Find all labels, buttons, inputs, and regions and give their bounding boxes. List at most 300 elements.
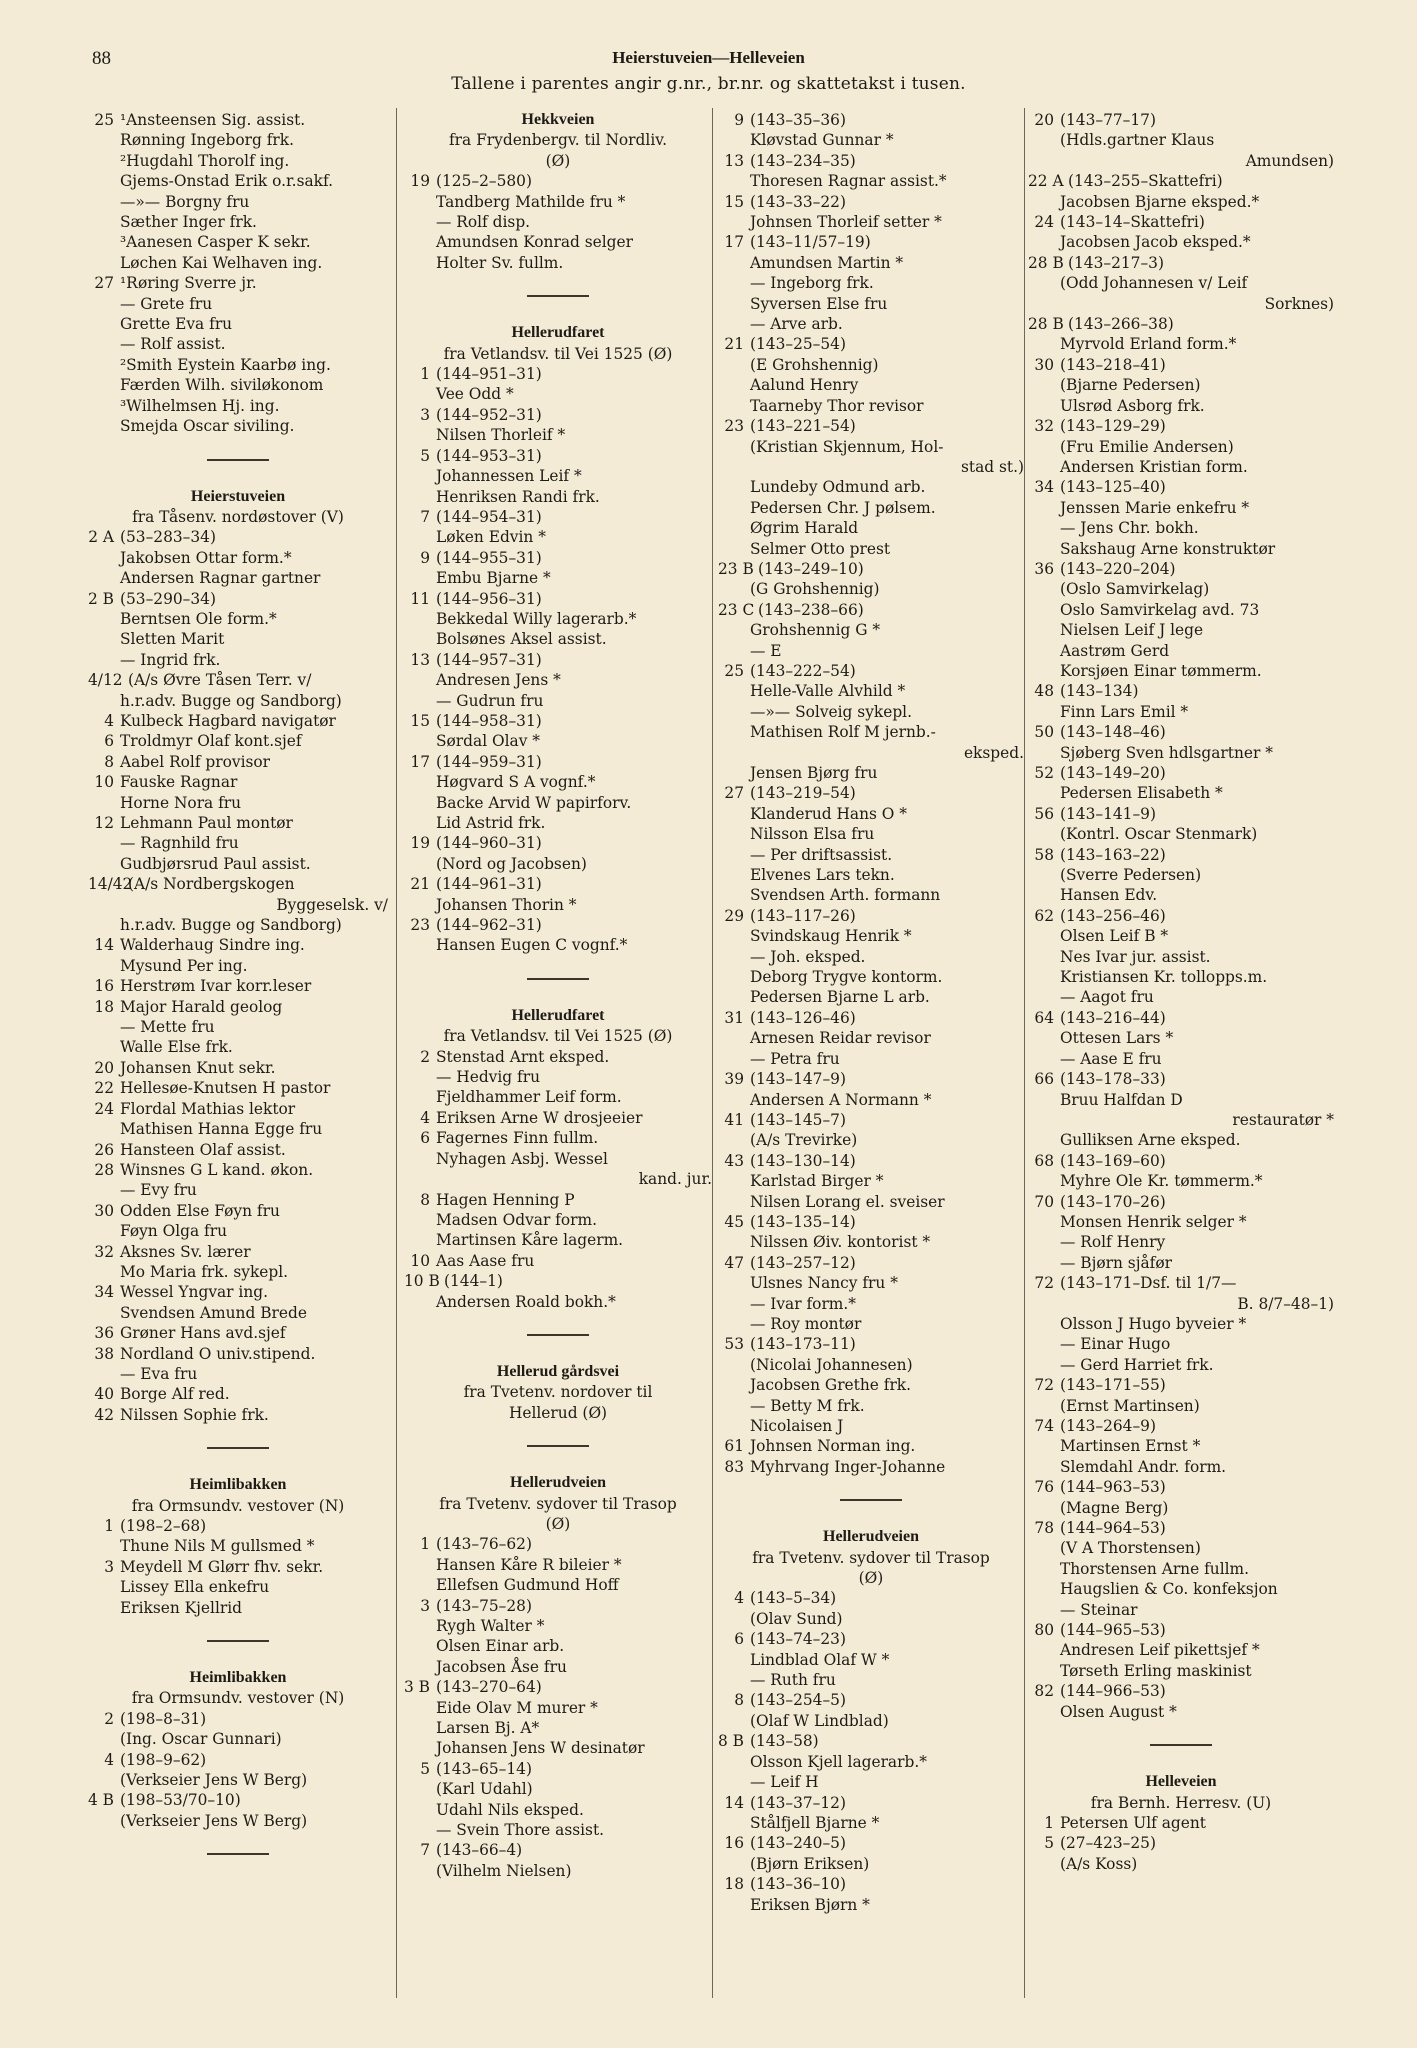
entry-text: (143–221–54) xyxy=(750,417,856,436)
house-entry xyxy=(1028,681,1334,701)
section-separator xyxy=(527,978,589,980)
column-3 xyxy=(718,110,1024,1915)
resident-line: — Hedvig fru xyxy=(436,1068,540,1087)
resident-line: — Bjørn sjåfør xyxy=(1060,1253,1172,1272)
resident-line: Løchen Kai Welhaven ing. xyxy=(120,253,323,272)
house-entry xyxy=(404,1677,712,1697)
entry-text: (144–963–53) xyxy=(1060,1478,1166,1497)
resident-line: Nilsson Elsa fru xyxy=(750,825,875,844)
house-entry xyxy=(88,1099,388,1119)
house-number: 28 B xyxy=(1028,315,1064,334)
resident-line: Bolsønes Aksel assist. xyxy=(436,630,607,649)
resident-line: Syversen Else fru xyxy=(750,294,888,313)
entry-text: (143–238–66) xyxy=(758,600,864,619)
house-entry xyxy=(88,1790,388,1810)
house-entry xyxy=(404,507,712,527)
house-entry xyxy=(404,1271,712,1291)
resident-line: — Joh. eksped. xyxy=(750,947,866,966)
resident-line: (Olav Sund) xyxy=(750,1609,843,1628)
house-entry xyxy=(718,1110,1024,1130)
house-entry xyxy=(88,711,388,731)
house-number: 39 xyxy=(724,1070,744,1089)
house-entry xyxy=(718,1793,1024,1813)
entry-text: (143–178–33) xyxy=(1060,1070,1166,1089)
resident-line: ²Smith Eystein Kaarbø ing. xyxy=(120,355,331,374)
house-number: 3 xyxy=(420,405,430,424)
entry-text: (198–53/70–10) xyxy=(120,1791,241,1810)
house-entry xyxy=(718,416,1024,436)
page-subtitle: Tallene i parentes angir g.nr., br.nr. og skattetakst i tusen. xyxy=(451,74,966,94)
resident-line: Johansen Thorin * xyxy=(436,895,577,914)
resident-line: — Betty M frk. xyxy=(750,1396,865,1415)
house-entry xyxy=(404,1128,712,1148)
entry-text: Eriksen Arne W drosjeeier xyxy=(436,1108,643,1127)
resident-line: (Ernst Martinsen) xyxy=(1060,1396,1200,1415)
house-number: 56 xyxy=(1034,804,1054,823)
house-entry xyxy=(88,1078,388,1098)
house-entry xyxy=(1028,355,1334,375)
entry-text: (143–117–26) xyxy=(750,906,856,925)
house-number: 31 xyxy=(724,1008,744,1027)
resident-line: Korsjøen Einar tømmerm. xyxy=(1060,661,1262,680)
resident-line: Ellefsen Gudmund Hoff xyxy=(436,1576,619,1595)
house-number: 34 xyxy=(1034,478,1054,497)
entry-text: Wessel Yngvar ing. xyxy=(120,1283,269,1302)
entry-text: (143–255–Skattefri) xyxy=(1068,172,1223,191)
house-entry xyxy=(718,1212,1024,1232)
resident-line: Jacobsen Grethe frk. xyxy=(750,1376,912,1395)
entry-text: (143–216–44) xyxy=(1060,1008,1166,1027)
house-number: 20 xyxy=(1034,111,1054,129)
column-rule xyxy=(1024,108,1025,1998)
street-heading: Hekkveien xyxy=(521,111,595,128)
resident-line: Andersen Kristian form. xyxy=(1060,457,1248,476)
resident-line: Hansen Kåre R bileier * xyxy=(436,1555,622,1574)
house-number: 1 xyxy=(420,1535,430,1554)
entry-text: (143–141–9) xyxy=(1060,804,1156,823)
entry-text: (143–266–38) xyxy=(1068,315,1174,334)
house-number: 2 xyxy=(104,1709,114,1728)
house-number: 23 xyxy=(410,916,430,935)
resident-line: — Gerd Harriet frk. xyxy=(1060,1355,1214,1374)
house-number: 25 xyxy=(724,661,744,680)
street-description: fra Frydenbergv. til Nordliv. xyxy=(448,131,667,150)
house-number: 28 B xyxy=(1028,253,1064,272)
house-entry xyxy=(88,752,388,772)
house-number: 70 xyxy=(1034,1192,1054,1211)
resident-line: Ulsnes Nancy fru * xyxy=(750,1274,898,1293)
running-title: Heierstuveien—Helleveien xyxy=(612,48,805,67)
entry-text: (143–76–62) xyxy=(436,1535,532,1554)
entry-text: (143–5–34) xyxy=(750,1589,837,1608)
section-separator xyxy=(840,1499,902,1501)
resident-line: Karlstad Birger * xyxy=(750,1172,884,1191)
resident-line: Hansen Edv. xyxy=(1060,886,1158,905)
page-number: 88 xyxy=(92,48,111,69)
house-number: 42 xyxy=(94,1405,114,1424)
entry-text: (144–961–31) xyxy=(436,875,542,894)
house-number: 15 xyxy=(410,711,430,730)
continuation-line: B. 8/7–48–1) xyxy=(1237,1294,1334,1313)
resident-line: (Bjarne Pedersen) xyxy=(1060,376,1201,395)
continuation-line: Sorknes) xyxy=(1264,294,1334,313)
house-entry xyxy=(1028,845,1334,865)
house-number: 38 xyxy=(94,1344,114,1363)
house-entry xyxy=(88,874,388,894)
house-number: 27 xyxy=(724,784,744,803)
house-number: 14 xyxy=(94,936,114,955)
resident-line: Olsen August * xyxy=(1060,1702,1177,1721)
resident-line: Svendsen Amund Brede xyxy=(120,1303,307,1322)
street-description: fra Ormsundv. vestover (N) xyxy=(131,1689,345,1708)
resident-line: — Steinar xyxy=(1060,1600,1138,1619)
entry-text: (143–249–10) xyxy=(758,559,864,578)
resident-line: Henriksen Randi frk. xyxy=(436,487,600,506)
entry-text: (143–58) xyxy=(750,1732,819,1751)
entry-text: (144–956–31) xyxy=(436,589,542,608)
house-number: 43 xyxy=(724,1151,744,1170)
section-separator xyxy=(207,1447,269,1449)
house-entry xyxy=(1028,1375,1334,1395)
house-number: 27 xyxy=(94,274,114,293)
house-entry xyxy=(88,1384,388,1404)
house-number: 19 xyxy=(410,172,430,191)
house-number: 2 A xyxy=(88,528,114,547)
house-entry xyxy=(404,548,712,568)
house-number: 32 xyxy=(1034,417,1054,436)
house-entry xyxy=(404,1108,712,1128)
entry-text: (144–962–31) xyxy=(436,916,542,935)
house-number: 83 xyxy=(724,1457,744,1476)
resident-line: (E Grohshennig) xyxy=(750,355,879,374)
resident-line: Haugslien & Co. konfeksjon xyxy=(1060,1580,1278,1599)
entry-text: (143–219–54) xyxy=(750,784,856,803)
house-number: 1 xyxy=(1044,1813,1054,1832)
house-number: 14 xyxy=(724,1793,744,1812)
house-number: 8 xyxy=(734,1691,744,1710)
entry-text: (143–169–60) xyxy=(1060,1151,1166,1170)
column-4 xyxy=(1028,110,1334,1874)
house-number: 82 xyxy=(1034,1682,1054,1701)
house-entry xyxy=(718,783,1024,803)
entry-text: Stenstad Arnt eksped. xyxy=(436,1047,610,1066)
house-entry xyxy=(404,405,712,425)
house-number: 72 xyxy=(1034,1376,1054,1395)
house-number: 9 xyxy=(734,111,744,129)
section-separator xyxy=(207,1853,269,1855)
house-entry xyxy=(88,1557,388,1577)
resident-line: Ulsrød Asborg frk. xyxy=(1060,396,1205,415)
resident-line: Amundsen Konrad selger xyxy=(436,233,633,252)
resident-line: Myhre Ole Kr. tømmerm.* xyxy=(1060,1172,1263,1191)
resident-line: Pedersen Bjarne L arb. xyxy=(750,988,930,1007)
street-description: fra Ormsundv. vestover (N) xyxy=(131,1496,345,1515)
street-description: (Ø) xyxy=(858,1569,884,1588)
house-entry xyxy=(88,1160,388,1180)
entry-text: (143–240–5) xyxy=(750,1834,846,1853)
house-number: 25 xyxy=(94,111,114,129)
resident-line: Føyn Olga fru xyxy=(120,1222,228,1241)
house-number: 18 xyxy=(724,1875,744,1894)
resident-line: Deborg Trygve kontorm. xyxy=(750,968,943,987)
house-number: 11 xyxy=(410,589,430,608)
resident-line: Smejda Oscar siviling. xyxy=(120,417,295,436)
house-entry xyxy=(1028,314,1334,334)
resident-line: Klanderud Hans O * xyxy=(750,804,907,823)
entry-text: (143–134) xyxy=(1060,682,1139,701)
entry-text: (143–37–12) xyxy=(750,1793,846,1812)
resident-line: Kløvstad Gunnar * xyxy=(750,131,894,150)
entry-text: (A/s Øvre Tåsen Terr. v/ xyxy=(128,671,312,690)
house-number: 52 xyxy=(1034,764,1054,782)
house-number: 6 xyxy=(734,1630,744,1649)
house-entry xyxy=(404,711,712,731)
resident-line: (Bjørn Eriksen) xyxy=(750,1854,870,1873)
street-heading: Hellerudveien xyxy=(510,1474,606,1492)
house-entry xyxy=(718,1436,1024,1456)
house-number: 13 xyxy=(724,151,744,170)
entry-text: Kulbeck Hagbard navigatør xyxy=(120,711,336,730)
entry-text: (198–9–62) xyxy=(120,1750,207,1769)
house-number: 22 A xyxy=(1028,172,1064,191)
resident-line: Løken Edvin * xyxy=(436,528,546,547)
house-number: 17 xyxy=(410,752,430,771)
resident-line: (Hdls.gartner Klaus xyxy=(1060,131,1215,150)
resident-line: Aalund Henry xyxy=(750,376,859,395)
house-number: 24 xyxy=(1034,213,1054,232)
entry-text: (143–217–3) xyxy=(1068,253,1164,272)
house-entry xyxy=(1028,722,1334,742)
resident-line: Mysund Per ing. xyxy=(120,956,248,975)
house-number: 58 xyxy=(1034,845,1054,864)
section-separator xyxy=(527,1445,589,1447)
house-entry xyxy=(718,906,1024,926)
entry-text: (143–11/57–19) xyxy=(750,233,871,252)
house-number: 53 xyxy=(724,1335,744,1354)
house-entry xyxy=(718,559,1024,579)
entry-text: Hagen Henning P xyxy=(436,1190,575,1209)
continuation-line: Byggeselsk. v/ xyxy=(276,895,388,914)
resident-line: — Ragnhild fru xyxy=(120,834,239,853)
entry-text: (143–148–46) xyxy=(1060,723,1166,742)
entry-text: Fauske Ragnar xyxy=(120,773,238,792)
street-heading: Hellerudveien xyxy=(823,1528,919,1546)
house-entry xyxy=(718,1008,1024,1028)
house-number: 72 xyxy=(1034,1274,1054,1293)
resident-line: Slemdahl Andr. form. xyxy=(1060,1457,1227,1476)
resident-line: Svindskaug Henrik * xyxy=(750,927,912,946)
house-number: 4 B xyxy=(88,1791,114,1810)
house-entry xyxy=(404,1759,712,1779)
entry-text: (143–14–Skattefri) xyxy=(1060,213,1205,232)
house-number: 21 xyxy=(410,875,430,894)
entry-text: (143–77–17) xyxy=(1060,111,1156,129)
entry-text: (143–256–46) xyxy=(1060,906,1166,925)
entry-text: ¹Ansteensen Sig. assist. xyxy=(120,111,306,129)
entry-text: Grøner Hans avd.sjef xyxy=(120,1324,286,1343)
entry-text: Johansen Knut sekr. xyxy=(120,1058,276,1077)
street-description: fra Tvetenv. nordover til xyxy=(463,1383,653,1402)
continuation-line: stad st.) xyxy=(961,457,1024,476)
resident-line: Andresen Leif pikettsjef * xyxy=(1060,1641,1260,1660)
house-entry xyxy=(88,1140,388,1160)
house-number: 62 xyxy=(1034,906,1054,925)
house-entry xyxy=(718,334,1024,354)
house-number: 66 xyxy=(1034,1070,1054,1089)
entry-text: Lehmann Paul montør xyxy=(120,814,293,832)
resident-line: Gulliksen Arne eksped. xyxy=(1060,1131,1241,1150)
house-number: 1 xyxy=(104,1517,114,1535)
house-number: 4 xyxy=(420,1108,430,1127)
resident-line: Eriksen Bjørn * xyxy=(750,1895,870,1914)
house-entry xyxy=(404,833,712,853)
resident-line: Andersen A Normann * xyxy=(750,1090,932,1109)
resident-line: Pedersen Elisabeth * xyxy=(1060,784,1223,803)
resident-line: Kristiansen Kr. tollopps.m. xyxy=(1060,968,1268,987)
entry-text: (143–74–23) xyxy=(750,1630,846,1649)
house-number: 5 xyxy=(420,446,430,465)
resident-line: Monsen Henrik selger * xyxy=(1060,1212,1247,1231)
resident-line: (Sverre Pedersen) xyxy=(1060,866,1202,885)
house-entry xyxy=(718,1457,1024,1477)
resident-line: Vee Odd * xyxy=(436,385,514,404)
house-entry xyxy=(88,1058,388,1078)
house-entry xyxy=(404,1596,712,1616)
resident-line: Lissey Ella enkefru xyxy=(120,1578,270,1597)
resident-line: Bruu Halfdan D xyxy=(1060,1090,1183,1109)
house-entry xyxy=(88,1516,388,1536)
entry-text: (125–2–580) xyxy=(436,172,532,191)
street-description: fra Tvetenv. sydover til Trasop xyxy=(439,1494,677,1513)
house-entry xyxy=(1028,1518,1334,1538)
house-entry xyxy=(1028,110,1334,130)
house-entry xyxy=(1028,906,1334,926)
house-number: 68 xyxy=(1034,1151,1054,1170)
resident-line: ³Aanesen Casper K sekr. xyxy=(120,233,311,252)
resident-line: Martinsen Kåre lagerm. xyxy=(436,1231,624,1250)
house-entry xyxy=(1028,253,1334,273)
resident-line: Nilsen Lorang el. sveiser xyxy=(750,1192,945,1211)
resident-line: Gjems-Onstad Erik o.r.sakf. xyxy=(120,172,334,191)
house-entry xyxy=(718,232,1024,252)
house-entry xyxy=(88,731,388,751)
house-entry xyxy=(404,364,712,384)
entry-text: Major Harald geolog xyxy=(120,997,283,1016)
resident-line: — Rolf disp. xyxy=(436,213,531,232)
continuation-line: restauratør * xyxy=(1232,1110,1334,1129)
resident-line: Nilsen Thorleif * xyxy=(436,426,566,445)
entry-text: ¹Røring Sverre jr. xyxy=(120,274,257,293)
resident-line: (Nord og Jacobsen) xyxy=(436,854,587,873)
resident-line: Jensen Bjørg fru xyxy=(750,764,878,782)
house-number: 76 xyxy=(1034,1478,1054,1497)
house-number: 34 xyxy=(94,1283,114,1302)
house-entry xyxy=(718,110,1024,130)
resident-line: — Leif H xyxy=(750,1773,819,1792)
resident-line: Embu Bjarne * xyxy=(436,569,551,588)
house-entry xyxy=(88,589,388,609)
resident-line: — Svein Thore assist. xyxy=(436,1821,605,1840)
entry-text: (143–149–20) xyxy=(1060,764,1166,782)
entry-text: Johnsen Norman ing. xyxy=(750,1437,916,1456)
resident-line: Backe Arvid W papirforv. xyxy=(436,793,632,812)
house-number: 5 xyxy=(1044,1834,1054,1853)
house-number: 8 xyxy=(420,1190,430,1209)
house-number: 4 xyxy=(734,1589,744,1608)
entry-text: (143–257–12) xyxy=(750,1253,856,1272)
entry-text: Nilssen Sophie frk. xyxy=(120,1405,269,1424)
resident-line: Nes Ivar jur. assist. xyxy=(1060,947,1211,966)
resident-line: Eriksen Kjellrid xyxy=(120,1598,243,1617)
entry-text: (143–25–54) xyxy=(750,335,846,354)
street-heading: Heierstuveien xyxy=(190,487,286,505)
house-number: 24 xyxy=(94,1099,114,1118)
entry-text: (143–171–55) xyxy=(1060,1376,1166,1395)
resident-line: Johnsen Thorleif setter * xyxy=(750,213,942,232)
entry-text: (144–952–31) xyxy=(436,405,542,424)
resident-line: Nyhagen Asbj. Wessel xyxy=(436,1149,608,1168)
house-entry xyxy=(718,1690,1024,1710)
house-entry xyxy=(718,1731,1024,1751)
house-entry xyxy=(88,1201,388,1221)
resident-line: (Nicolai Johannesen) xyxy=(750,1355,913,1374)
resident-line: Øgrim Harald xyxy=(750,519,859,538)
section-separator xyxy=(1150,1744,1212,1746)
entry-text: (144–1) xyxy=(444,1272,503,1291)
house-entry xyxy=(1028,1681,1334,1701)
house-entry xyxy=(88,1344,388,1364)
resident-line: Andersen Roald bokh.* xyxy=(436,1292,616,1311)
street-heading: Heimlibakken xyxy=(189,1669,287,1687)
house-entry xyxy=(404,1190,712,1210)
house-entry xyxy=(88,1242,388,1262)
resident-line: (Magne Berg) xyxy=(1060,1498,1169,1517)
house-number: 28 xyxy=(94,1160,114,1179)
house-entry xyxy=(718,1833,1024,1853)
house-entry xyxy=(1028,559,1334,579)
entry-text: (144–960–31) xyxy=(436,834,542,853)
house-entry xyxy=(1028,804,1334,824)
house-number: 36 xyxy=(1034,559,1054,578)
house-entry xyxy=(1028,171,1334,191)
street-description: fra Vetlandsv. til Vei 1525 (Ø) xyxy=(443,1027,673,1046)
column-rule xyxy=(396,108,397,1998)
entry-text: (144–965–53) xyxy=(1060,1621,1166,1640)
house-entry xyxy=(718,600,1024,620)
entry-text: Hellesøe-Knutsen H pastor xyxy=(120,1079,331,1098)
street-description: fra Tvetenv. sydover til Trasop xyxy=(752,1548,990,1567)
entry-text: Troldmyr Olaf kont.sjef xyxy=(120,732,302,751)
resident-line: Ottesen Lars * xyxy=(1060,1029,1174,1048)
resident-line: (Karl Udahl) xyxy=(436,1780,533,1799)
house-entry xyxy=(88,273,388,293)
house-entry xyxy=(1028,1069,1334,1089)
resident-line: Jakobsen Ottar form.* xyxy=(120,548,292,567)
house-entry xyxy=(88,997,388,1017)
resident-line: — Einar Hugo xyxy=(1060,1335,1171,1354)
entry-text: Nordland O univ.stipend. xyxy=(120,1344,316,1363)
entry-text: (143–126–46) xyxy=(750,1008,856,1027)
resident-line: Eide Olav M murer * xyxy=(436,1698,598,1717)
entry-text: Herstrøm Ivar korr.leser xyxy=(120,977,312,996)
entry-text: (53–290–34) xyxy=(120,589,216,608)
resident-line: Walle Else frk. xyxy=(120,1038,233,1057)
resident-line: — Gudrun fru xyxy=(436,691,544,710)
house-number: 45 xyxy=(724,1212,744,1231)
house-number: 32 xyxy=(94,1242,114,1261)
resident-line: Sæther Inger frk. xyxy=(120,213,257,232)
house-entry xyxy=(1028,1151,1334,1171)
